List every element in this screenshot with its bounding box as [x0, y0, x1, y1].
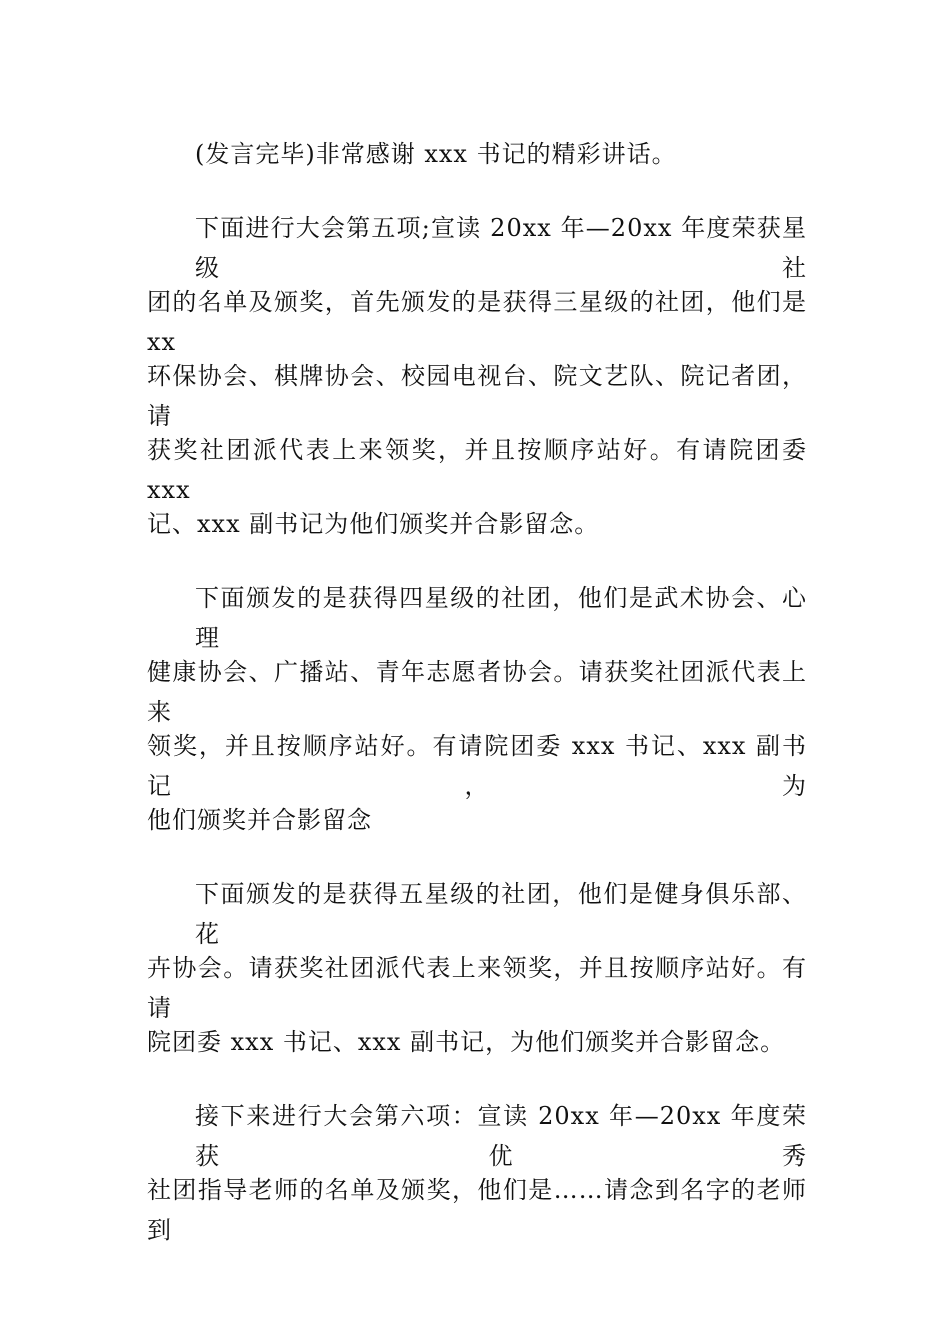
paragraph-line: 健康协会、广播站、青年志愿者协会。请获奖社团派代表上来 — [147, 658, 807, 726]
paragraph-line: 获奖社团派代表上来领奖，并且按顺序站好。有请院团委 xxx — [147, 436, 807, 504]
paragraph-line: 下面进行大会第五项;宣读 20xx 年—20xx 年度荣获星级社 — [195, 214, 807, 282]
paragraph-line: 接下来进行大会第六项：宣读 20xx 年—20xx 年度荣获优秀 — [195, 1102, 807, 1170]
paragraph-line: 他们颁奖并合影留念 — [147, 806, 372, 834]
paragraph-line: 社团指导老师的名单及颁奖，他们是……请念到名字的老师到 — [147, 1176, 807, 1244]
paragraph-line: 下面颁发的是获得四星级的社团，他们是武术协会、心理 — [195, 584, 807, 652]
paragraph-line: 领奖，并且按顺序站好。有请院团委 xxx 书记、xxx 副书记，为 — [147, 732, 807, 800]
paragraph-line: 团的名单及颁奖，首先颁发的是获得三星级的社团，他们是 xx — [147, 288, 807, 356]
paragraph-line: 卉协会。请获奖社团派代表上来领奖，并且按顺序站好。有请 — [147, 954, 807, 1022]
paragraph-line: 下面颁发的是获得五星级的社团，他们是健身俱乐部、花 — [195, 880, 807, 948]
paragraph-line: (发言完毕)非常感谢 xxx 书记的精彩讲话。 — [195, 140, 677, 168]
paragraph-line: 环保协会、棋牌协会、校园电视台、院文艺队、院记者团，请 — [147, 362, 807, 430]
paragraph-line: 院团委 xxx 书记、xxx 副书记，为他们颁奖并合影留念。 — [147, 1028, 786, 1056]
paragraph-line: 记、xxx 副书记为他们颁奖并合影留念。 — [147, 510, 600, 538]
